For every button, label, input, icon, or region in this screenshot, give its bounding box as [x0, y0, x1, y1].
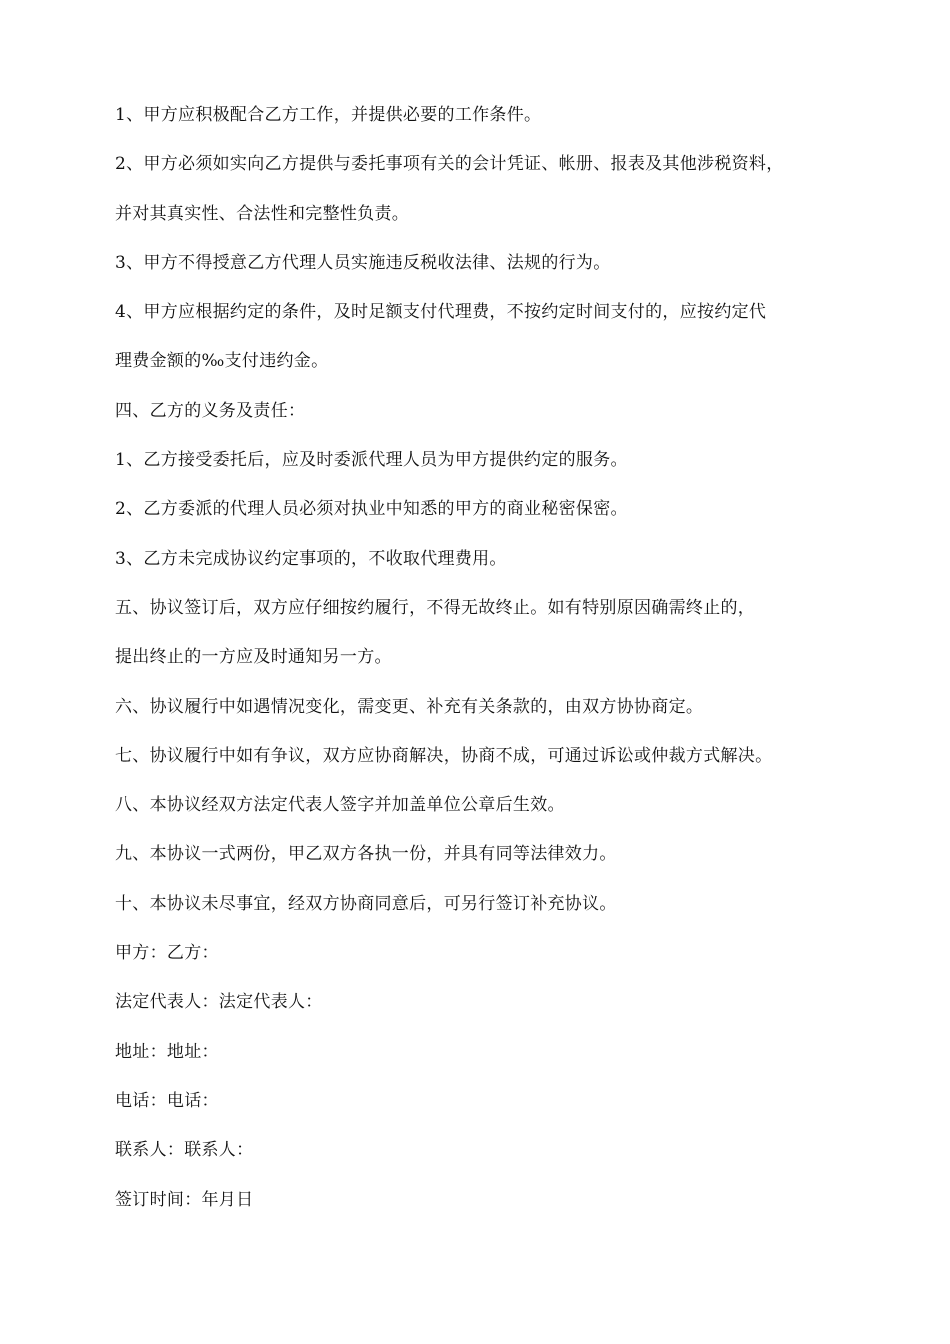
clause-party-a-2: 2、甲方必须如实向乙方提供与委托事项有关的会计凭证、帐册、报表及其他涉税资料， [115, 154, 784, 175]
clause-party-a-3: 3、甲方不得授意乙方代理人员实施违反税收法律、法规的行为。 [115, 252, 611, 273]
clause-ten: 十、本协议未尽事宜，经双方协商同意后，可另行签订补充协议。 [115, 893, 617, 914]
clause-party-a-4: 4、甲方应根据约定的条件，及时足额支付代理费，不按约定时间支付的，应按约定代 [115, 302, 767, 323]
clause-six: 六、协议履行中如遇情况变化，需变更、补充有关条款的，由双方协协商定。 [115, 696, 704, 717]
clause-nine: 九、本协议一式两份，甲乙双方各执一份，并具有同等法律效力。 [115, 844, 617, 865]
clause-party-a-1: 1、甲方应积极配合乙方工作，并提供必要的工作条件。 [115, 105, 542, 125]
section-heading-party-b: 四、乙方的义务及责任： [115, 400, 306, 421]
clause-party-b-1: 1、乙方接受委托后，应及时委派代理人员为甲方提供约定的服务。 [115, 450, 628, 471]
clause-seven: 七、协议履行中如有争议，双方应协商解决，协商不成，可通过诉讼或仲裁方式解决。 [115, 745, 773, 766]
clause-eight: 八、本协议经双方法定代表人签字并加盖单位公章后生效。 [115, 795, 565, 816]
clause-party-b-2: 2、乙方委派的代理人员必须对执业中知悉的甲方的商业秘密保密。 [115, 499, 628, 520]
signature-legal-rep: 法定代表人：法定代表人： [115, 992, 323, 1013]
clause-party-a-2-cont: 并对其真实性、合法性和完整性负责。 [115, 203, 410, 224]
signature-phone: 电话：电话： [115, 1090, 219, 1111]
clause-five-cont: 提出终止的一方应及时通知另一方。 [115, 647, 392, 668]
signature-contact: 联系人：联系人： [115, 1140, 254, 1161]
signature-address: 地址：地址： [115, 1041, 219, 1062]
clause-party-a-4-cont: 理费金额的‰支付违约金。 [115, 351, 329, 372]
document-body [115, 100, 875, 1234]
signature-date: 签订时间：年月日 [115, 1189, 254, 1210]
clause-five: 五、协议签订后，双方应仔细按约履行，不得无故终止。如有特别原因确需终止的， [115, 597, 756, 618]
clause-party-b-3: 3、乙方未完成协议约定事项的，不收取代理费用。 [115, 548, 507, 569]
signature-parties: 甲方：乙方： [115, 943, 219, 964]
